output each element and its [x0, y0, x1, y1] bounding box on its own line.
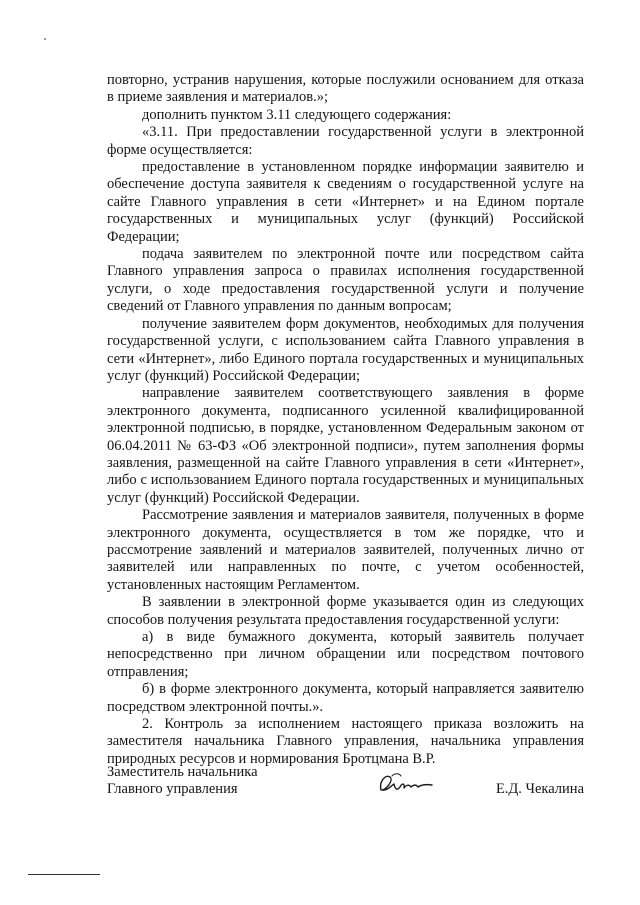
signature-block: [107, 764, 584, 804]
paragraph-request-submission: подача заявителем по электронной почте или посредством сайта Главного управления запроса о правилах исполнения государственной услуги, о ходе предоставления государственной услуги и получение сведений от Главного управления по данным вопросам;: [107, 246, 584, 315]
paragraph-electronic-application: направление заявителем соответствующего заявления в форме электронного документа, подписанного усиленной квалифицированной электронной подписью, в порядке, установленном Федеральным законом от 06.04.2011 № 63-ФЗ «Об электронной подписи», путем заполнения формы заявления, размещенной на сайте Главного управления в сети «Интернет», либо с использованием Единого портала государственных и муниципальных услуг (функций) Российской Федерации.: [107, 385, 584, 506]
footer-rule: [28, 874, 100, 875]
document-body: [107, 72, 584, 768]
handwritten-signature: [375, 768, 437, 800]
paragraph-option-b: б) в форме электронного документа, который направляется заявителю посредством электронной почты.».: [107, 681, 584, 715]
paragraph-forms-receipt: получение заявителем форм документов, необходимых для получения государственной услуги, с использованием сайта Главного управления в сети «Интернет», либо Единого портала государственных и муниципальных услуг (функций) Российской Федерации;: [107, 315, 584, 384]
signer-position-line2: Главного управления: [107, 781, 238, 798]
signer-name: Е.Д. Чекалина: [495, 781, 584, 797]
paragraph-review-procedure: Рассмотрение заявления и материалов заявителя, полученных в форме электронного документа, осуществляется в том же порядке, что и рассмотрение заявлений и материалов заявителей, полученных лично от заявителей или направленных по почте, с учетом особенностей, установленных настоящим Регламентом.: [107, 507, 584, 593]
paragraph-control: 2. Контроль за исполнением настоящего приказа возложить на заместителя начальника Главного управления, начальника управления природных ресурсов и нормирования Бротцмана В.Р.: [107, 716, 584, 767]
paragraph-option-a: а) в виде бумажного документа, который заявитель получает непосредственно при личном обращении или посредством почтового отправления;: [107, 629, 584, 680]
signer-position-line1: Заместитель начальника: [107, 764, 258, 780]
signer-position: [107, 764, 258, 799]
paragraph-result-methods: В заявлении в электронной форме указывается один из следующих способов получения результата предоставления государственной услуги:: [107, 594, 584, 628]
scan-speck: [44, 38, 46, 40]
paragraph-info-provision: предоставление в установленном порядке информации заявителю и обеспечение доступа заявителя к сведениям о государственной услуге на сайте Главного управления в сети «Интернет» и на Едином портале государственных и муниципальных услуг (функций) Российской Федерации;: [107, 159, 584, 245]
paragraph-continuation: повторно, устранив нарушения, которые послужили основанием для отказа в приеме заявления и материалов.»;: [107, 72, 584, 106]
paragraph-add-point: дополнить пунктом 3.11 следующего содержания:: [142, 106, 452, 123]
paragraph-3-11-heading: «3.11. При предоставлении государственной услуги в электронной форме осуществляется:: [107, 124, 584, 158]
